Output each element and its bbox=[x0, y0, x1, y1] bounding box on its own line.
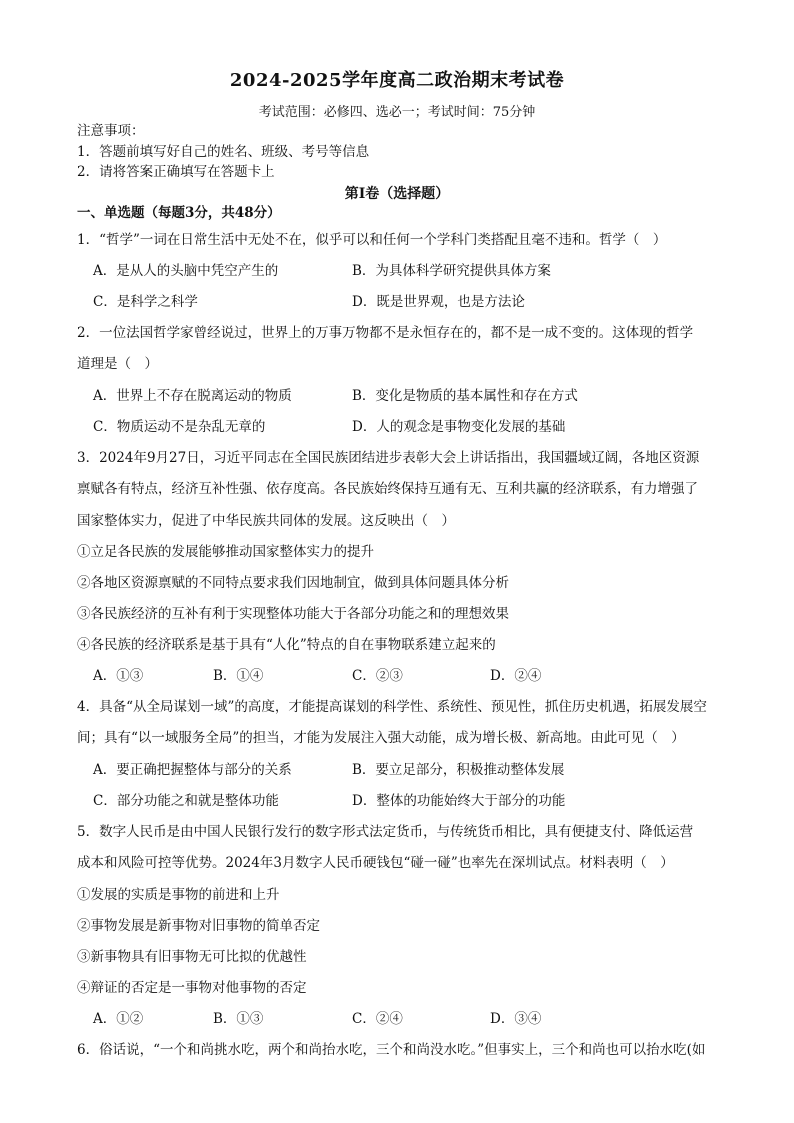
question-3-text: 禀赋各有特点，经济互补性强、依存度高。各民族始终保持互通有无、互利共赢的经济联系，有力增强了 bbox=[77, 481, 698, 497]
q5-statement: ③新事物具有旧事物无可比拟的优越性 bbox=[77, 949, 307, 965]
q5-option-b: B．①③ bbox=[213, 1011, 264, 1027]
notice-item: 2．请将答案正确填写在答题卡上 bbox=[77, 164, 275, 180]
part-heading: 一、单选题（每题3分，共48分） bbox=[77, 205, 281, 221]
q3-option-d: D．②④ bbox=[490, 668, 542, 684]
section-title: 第I卷（选择题） bbox=[344, 186, 450, 202]
notice-item: 1．答题前填写好自己的姓名、班级、考号等信息 bbox=[77, 144, 370, 160]
question-4-text: 4．具备“从全局谋划一域”的高度，才能提高谋划的科学性、系统性、预见性，抓住历史机遇，拓展发展空 bbox=[77, 699, 707, 715]
q4-option-c: C．部分功能之和就是整体功能 bbox=[93, 793, 279, 809]
q5-statement: ①发展的实质是事物的前进和上升 bbox=[77, 887, 280, 903]
q1-option-c: C．是科学之科学 bbox=[93, 294, 198, 310]
q3-statement: ②各地区资源禀赋的不同特点要求我们因地制宜，做到具体问题具体分析 bbox=[77, 575, 509, 591]
q3-statement: ③各民族经济的互补有利于实现整体功能大于各部分功能之和的理想效果 bbox=[77, 606, 509, 622]
exam-subtitle: 考试范围：必修四、选必一；考试时间：75分钟 bbox=[258, 105, 536, 120]
q2-option-c: C．物质运动不是杂乱无章的 bbox=[93, 419, 266, 435]
q3-statement: ①立足各民族的发展能够推动国家整体实力的提升 bbox=[77, 544, 374, 560]
question-4-text: 间；具有“以一域服务全局”的担当，才能为发展注入强大动能，成为增长极、新高地。由此可见（ ） bbox=[77, 730, 685, 746]
question-5-text: 5．数字人民币是由中国人民银行发行的数字形式法定货币，与传统货币相比，具有便捷支付、降低运营 bbox=[77, 824, 694, 840]
question-5-text: 成本和风险可控等优势。2024年3月数字人民币硬钱包“碰一碰”也率先在深圳试点。材料表明（ ） bbox=[77, 855, 674, 871]
q3-option-a: A．①③ bbox=[93, 668, 144, 684]
question-3-text: 3．2024年9月27日，习近平同志在全国民族团结进步表彰大会上讲话指出，我国疆域辽阔，各地区资源 bbox=[77, 450, 700, 466]
q4-option-a: A．要正确把握整体与部分的关系 bbox=[93, 762, 292, 778]
question-3-text: 国家整体实力，促进了中华民族共同体的发展。这反映出（ ） bbox=[77, 513, 455, 529]
q2-option-a: A．世界上不存在脱离运动的物质 bbox=[93, 388, 292, 404]
q3-option-c: C．②③ bbox=[352, 668, 403, 684]
q2-option-d: D．人的观念是事物变化发展的基础 bbox=[352, 419, 566, 435]
exam-title: 2024-2025学年度高二政治期末考试卷 bbox=[229, 70, 565, 91]
q5-option-d: D．③④ bbox=[490, 1011, 542, 1027]
question-2-text: 道理是（ ） bbox=[77, 356, 158, 372]
question-2-text: 2．一位法国哲学家曾经说过，世界上的万事万物都不是永恒存在的，都不是一成不变的。这体现的哲学 bbox=[77, 325, 694, 341]
q3-statement: ④各民族的经济联系是基于具有“人化”特点的自在事物联系建立起来的 bbox=[77, 637, 496, 653]
q2-option-b: B．变化是物质的基本属性和存在方式 bbox=[352, 388, 578, 404]
q4-option-b: B．要立足部分，积极推动整体发展 bbox=[352, 762, 565, 778]
q5-option-a: A．①② bbox=[93, 1011, 144, 1027]
q5-option-c: C．②④ bbox=[352, 1011, 403, 1027]
notice-heading: 注意事项： bbox=[77, 123, 145, 139]
q3-option-b: B．①④ bbox=[213, 668, 264, 684]
question-6-text: 6．俗话说，“一个和尚挑水吃，两个和尚抬水吃，三个和尚没水吃。”但事实上，三个和尚也可以抬水吃(如 bbox=[77, 1042, 706, 1058]
q5-statement: ④辩证的否定是一事物对他事物的否定 bbox=[77, 980, 307, 996]
q1-option-a: A．是从人的头脑中凭空产生的 bbox=[93, 263, 279, 279]
q1-option-d: D．既是世界观，也是方法论 bbox=[352, 294, 525, 310]
q1-option-b: B．为具体科学研究提供具体方案 bbox=[352, 263, 551, 279]
question-1-text: 1．“哲学”一词在日常生活中无处不在，似乎可以和任何一个学科门类搭配且毫不违和。哲学（ ） bbox=[77, 232, 667, 248]
q4-option-d: D．整体的功能始终大于部分的功能 bbox=[352, 793, 566, 809]
q5-statement: ②事物发展是新事物对旧事物的简单否定 bbox=[77, 918, 320, 934]
